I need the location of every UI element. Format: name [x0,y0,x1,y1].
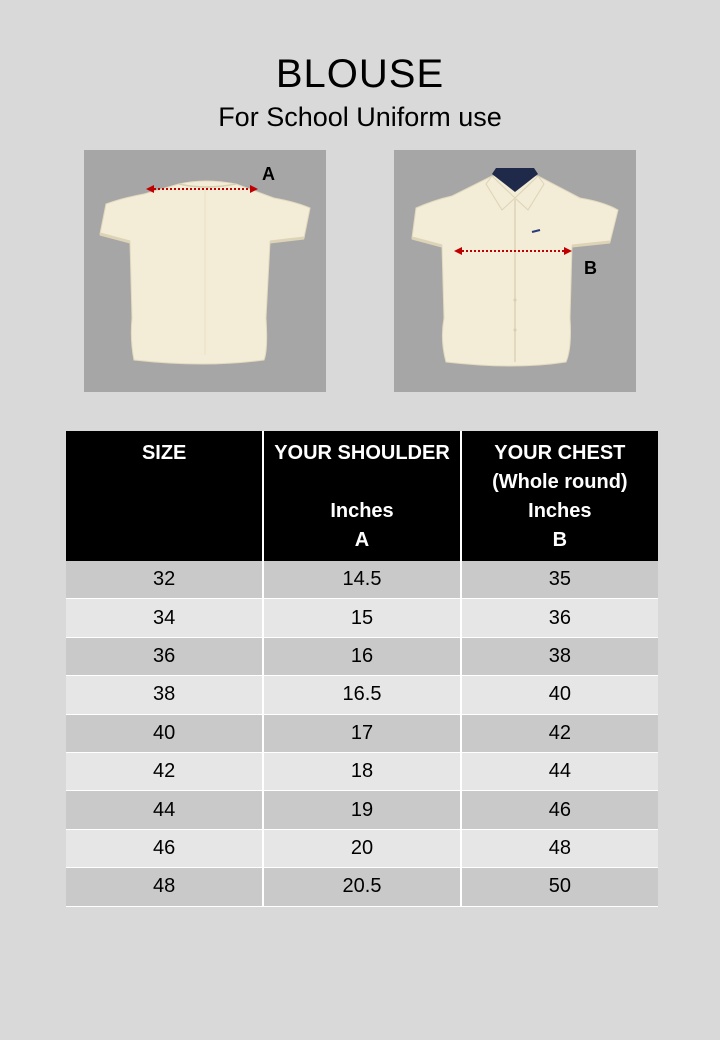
chest-marker-b: B [584,258,597,278]
header-chest-title: YOUR CHEST [494,442,626,464]
chest-cell: 50 [461,868,658,906]
size-cell: 46 [66,829,263,867]
shoulder-cell: 16.5 [263,676,460,714]
table-row [66,599,658,637]
page-title: BLOUSE [275,52,445,96]
blouse-front-photo [394,150,636,392]
shoulder-cell: 16 [263,637,460,675]
table-row [66,561,658,599]
chest-cell: 44 [461,752,658,790]
size-cell: 34 [66,599,263,637]
chest-cell: 46 [461,791,658,829]
page-subtitle: For School Uniform use [218,102,502,132]
chest-cell: 38 [461,637,658,675]
shoulder-cell: 20 [263,829,460,867]
header-chest-note: (Whole round) [492,471,628,493]
chest-cell: 40 [461,676,658,714]
table-row [66,676,658,714]
blouse-front-illustration [394,150,636,392]
size-cell: 36 [66,637,263,675]
blouse-back-photo [84,150,326,392]
table-row [66,868,658,906]
size-cell: 44 [66,791,263,829]
size-cell: 32 [66,561,263,599]
header-chest-unit: Inches [528,500,592,522]
table-header-row [66,431,658,561]
blouse-back-illustration [84,150,326,392]
table-row [66,714,658,752]
shoulder-marker-a: A [262,164,275,184]
shoulder-cell: 14.5 [263,561,460,599]
header-size [66,431,263,561]
size-chart-table [66,431,658,907]
size-cell: 38 [66,676,263,714]
header-shoulder [263,431,460,561]
header-size-label: SIZE [141,442,187,464]
table-row [66,637,658,675]
header-shoulder-unit: Inches [330,500,394,522]
chest-cell: 35 [461,561,658,599]
size-cell: 48 [66,868,263,906]
header-shoulder-title: YOUR SHOULDER [274,442,450,464]
table-row [66,752,658,790]
chest-cell: 48 [461,829,658,867]
size-cell: 40 [66,714,263,752]
shoulder-cell: 18 [263,752,460,790]
table-row [66,791,658,829]
shoulder-cell: 17 [263,714,460,752]
header-chest-marker: B [552,529,568,551]
header-chest [461,431,658,561]
chest-cell: 42 [461,714,658,752]
shoulder-cell: 19 [263,791,460,829]
chest-cell: 36 [461,599,658,637]
table-row [66,829,658,867]
header-shoulder-marker: A [354,529,370,551]
shoulder-cell: 20.5 [263,868,460,906]
shoulder-cell: 15 [263,599,460,637]
size-cell: 42 [66,752,263,790]
